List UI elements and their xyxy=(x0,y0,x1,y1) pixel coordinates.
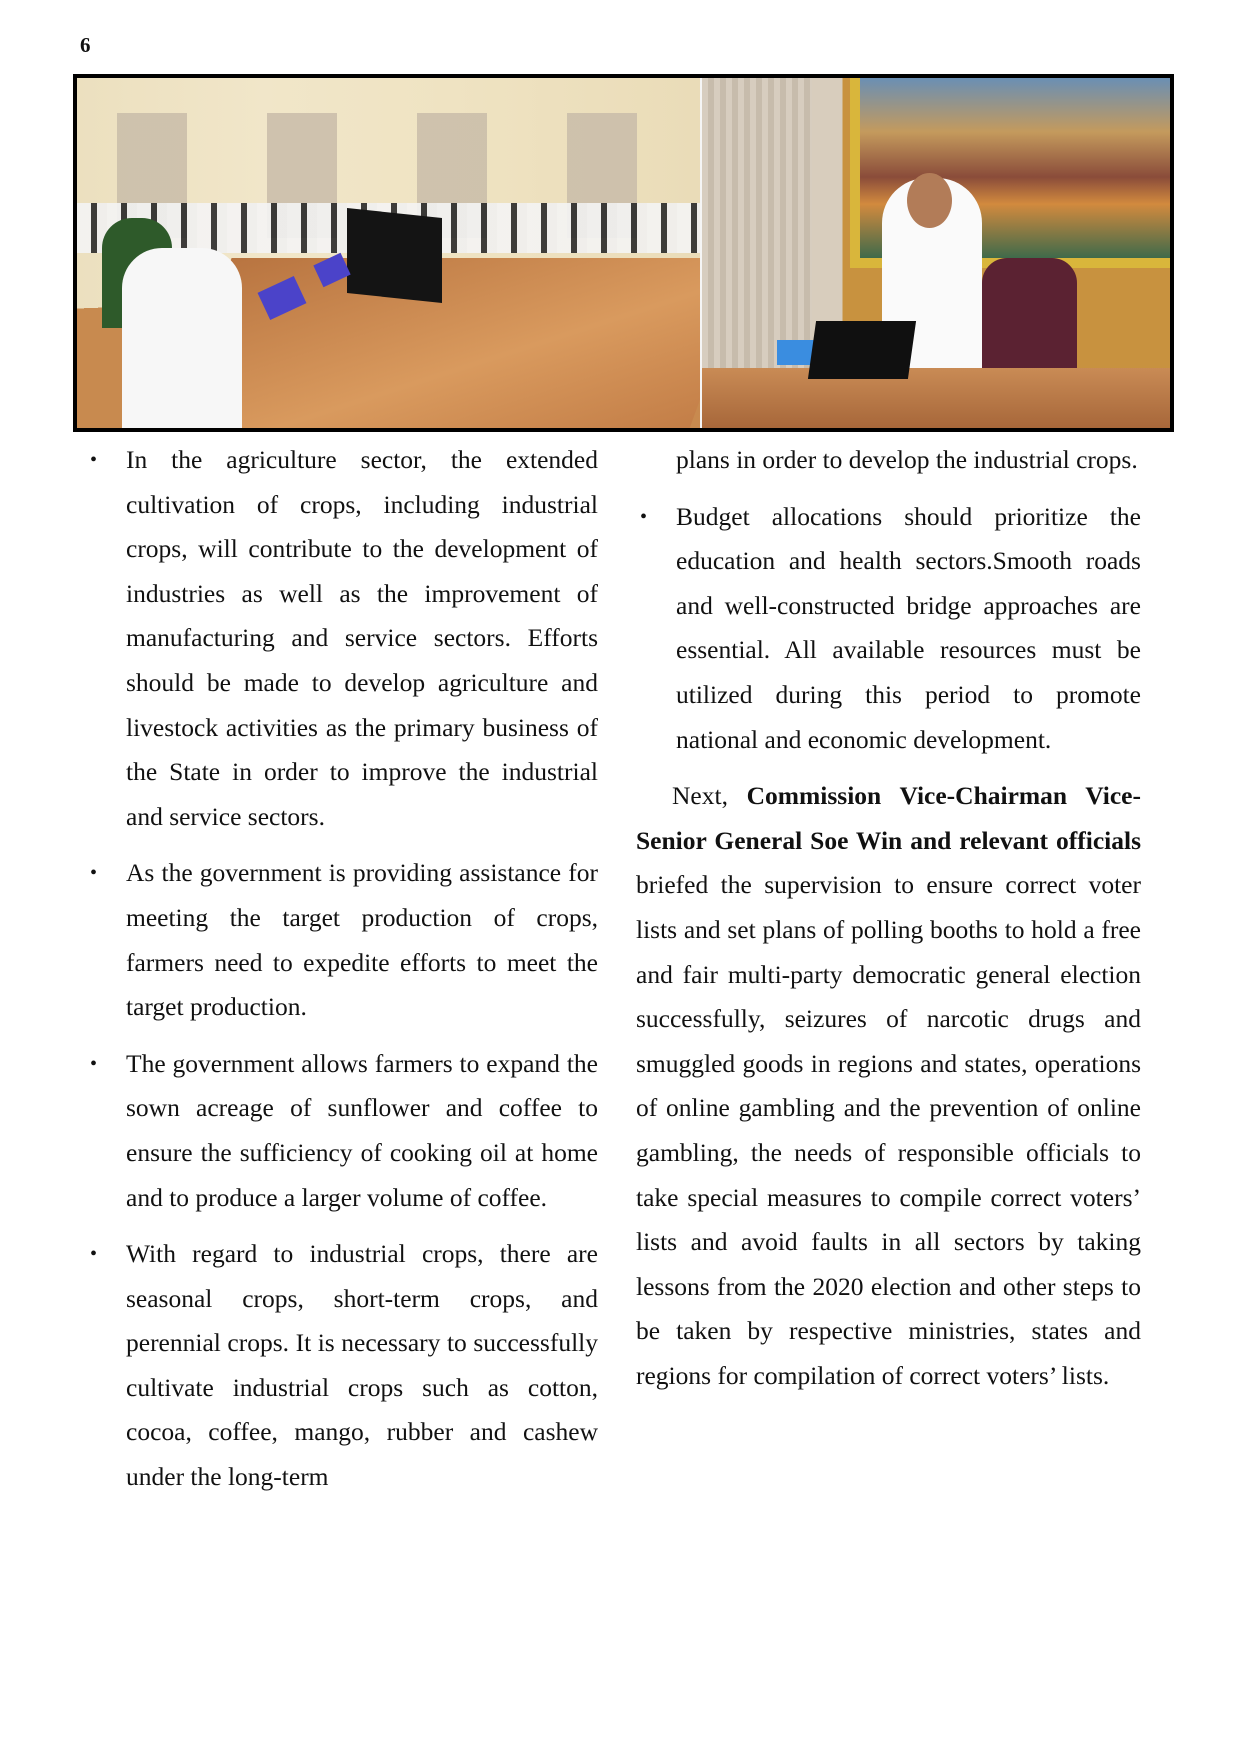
bullet-item xyxy=(86,1042,598,1220)
meeting-room-photo xyxy=(77,78,700,428)
bullet-text: The government allows farmers to expand the sown acreage of sunflower and coffee to ensure the sufficiency of cooking oil at home and to produce a larger volume of coffee. xyxy=(126,1048,598,1212)
right-bullet-list xyxy=(636,495,1141,763)
monitor xyxy=(347,208,442,303)
page-number: 6 xyxy=(80,33,91,57)
bullet-text: Budget allocations should prioritize the education and health sectors.Smooth roads and well-constructed bridge approaches are essential. All available resources must be utilized during this period to promote national and economic development. xyxy=(676,501,1141,754)
paragraph-lead: Next, xyxy=(672,781,747,811)
bullet-item xyxy=(86,1232,598,1500)
official-figure xyxy=(122,248,242,428)
photo-frame xyxy=(73,74,1174,432)
bullet-icon: • xyxy=(90,862,98,885)
bullet-icon: • xyxy=(90,449,98,471)
bullet-item xyxy=(636,495,1141,763)
continued-bullet-text: plans in order to develop the industrial crops. xyxy=(676,445,1138,474)
bullet-item xyxy=(86,851,598,1029)
bullet-icon: • xyxy=(90,1243,98,1266)
paragraph-bold-names: Commission Vice-Chairman Vice-Senior General Soe Win and relevant officials xyxy=(636,781,1141,855)
speaker-photo xyxy=(702,78,1170,428)
bullet-icon: • xyxy=(90,1052,98,1075)
left-column xyxy=(86,438,598,1512)
body-paragraph xyxy=(636,774,1141,1398)
bullet-icon: • xyxy=(640,505,648,528)
bullet-text: As the government is providing assistance for meeting the target production of crops, farmers need to expedite efforts to meet the target production. xyxy=(126,858,598,1022)
paragraph-rest: briefed the supervision to ensure correct voter lists and set plans of polling booths to hold a free and fair multi-party democratic general election successfully, seizures of narcotic drugs and smuggled goods in regions and states, operations of online gambling and the prevention of online gambling, the needs of responsible officials to take special measures to compile correct voters’ lists and avoid faults in all sectors by taking lessons from the 2020 election and other steps to be taken by respective ministries, states and regions for compilation of correct voters’ lists. xyxy=(636,870,1141,1390)
bullet-text: In the agriculture sector, the extended cultivation of crops, including industrial crops, will contribute to the development of industries as well as the improvement of manufacturing and service sectors. Efforts should be made to develop agriculture and livestock activities as the primary business of the State in order to improve the industrial and service sectors. xyxy=(126,445,598,831)
left-bullet-list xyxy=(86,438,598,1500)
laptop xyxy=(808,321,916,379)
desk xyxy=(702,368,1170,428)
bullet-text: With regard to industrial crops, there are seasonal crops, short-term crops, and perennial crops. It is necessary to successfully cultivate industrial crops such as cotton, cocoa, coffee, mango, rubber and cashew under the long-term xyxy=(126,1239,598,1492)
right-column xyxy=(636,438,1141,1398)
bullet-item xyxy=(86,438,598,839)
speaker-head xyxy=(907,173,952,228)
